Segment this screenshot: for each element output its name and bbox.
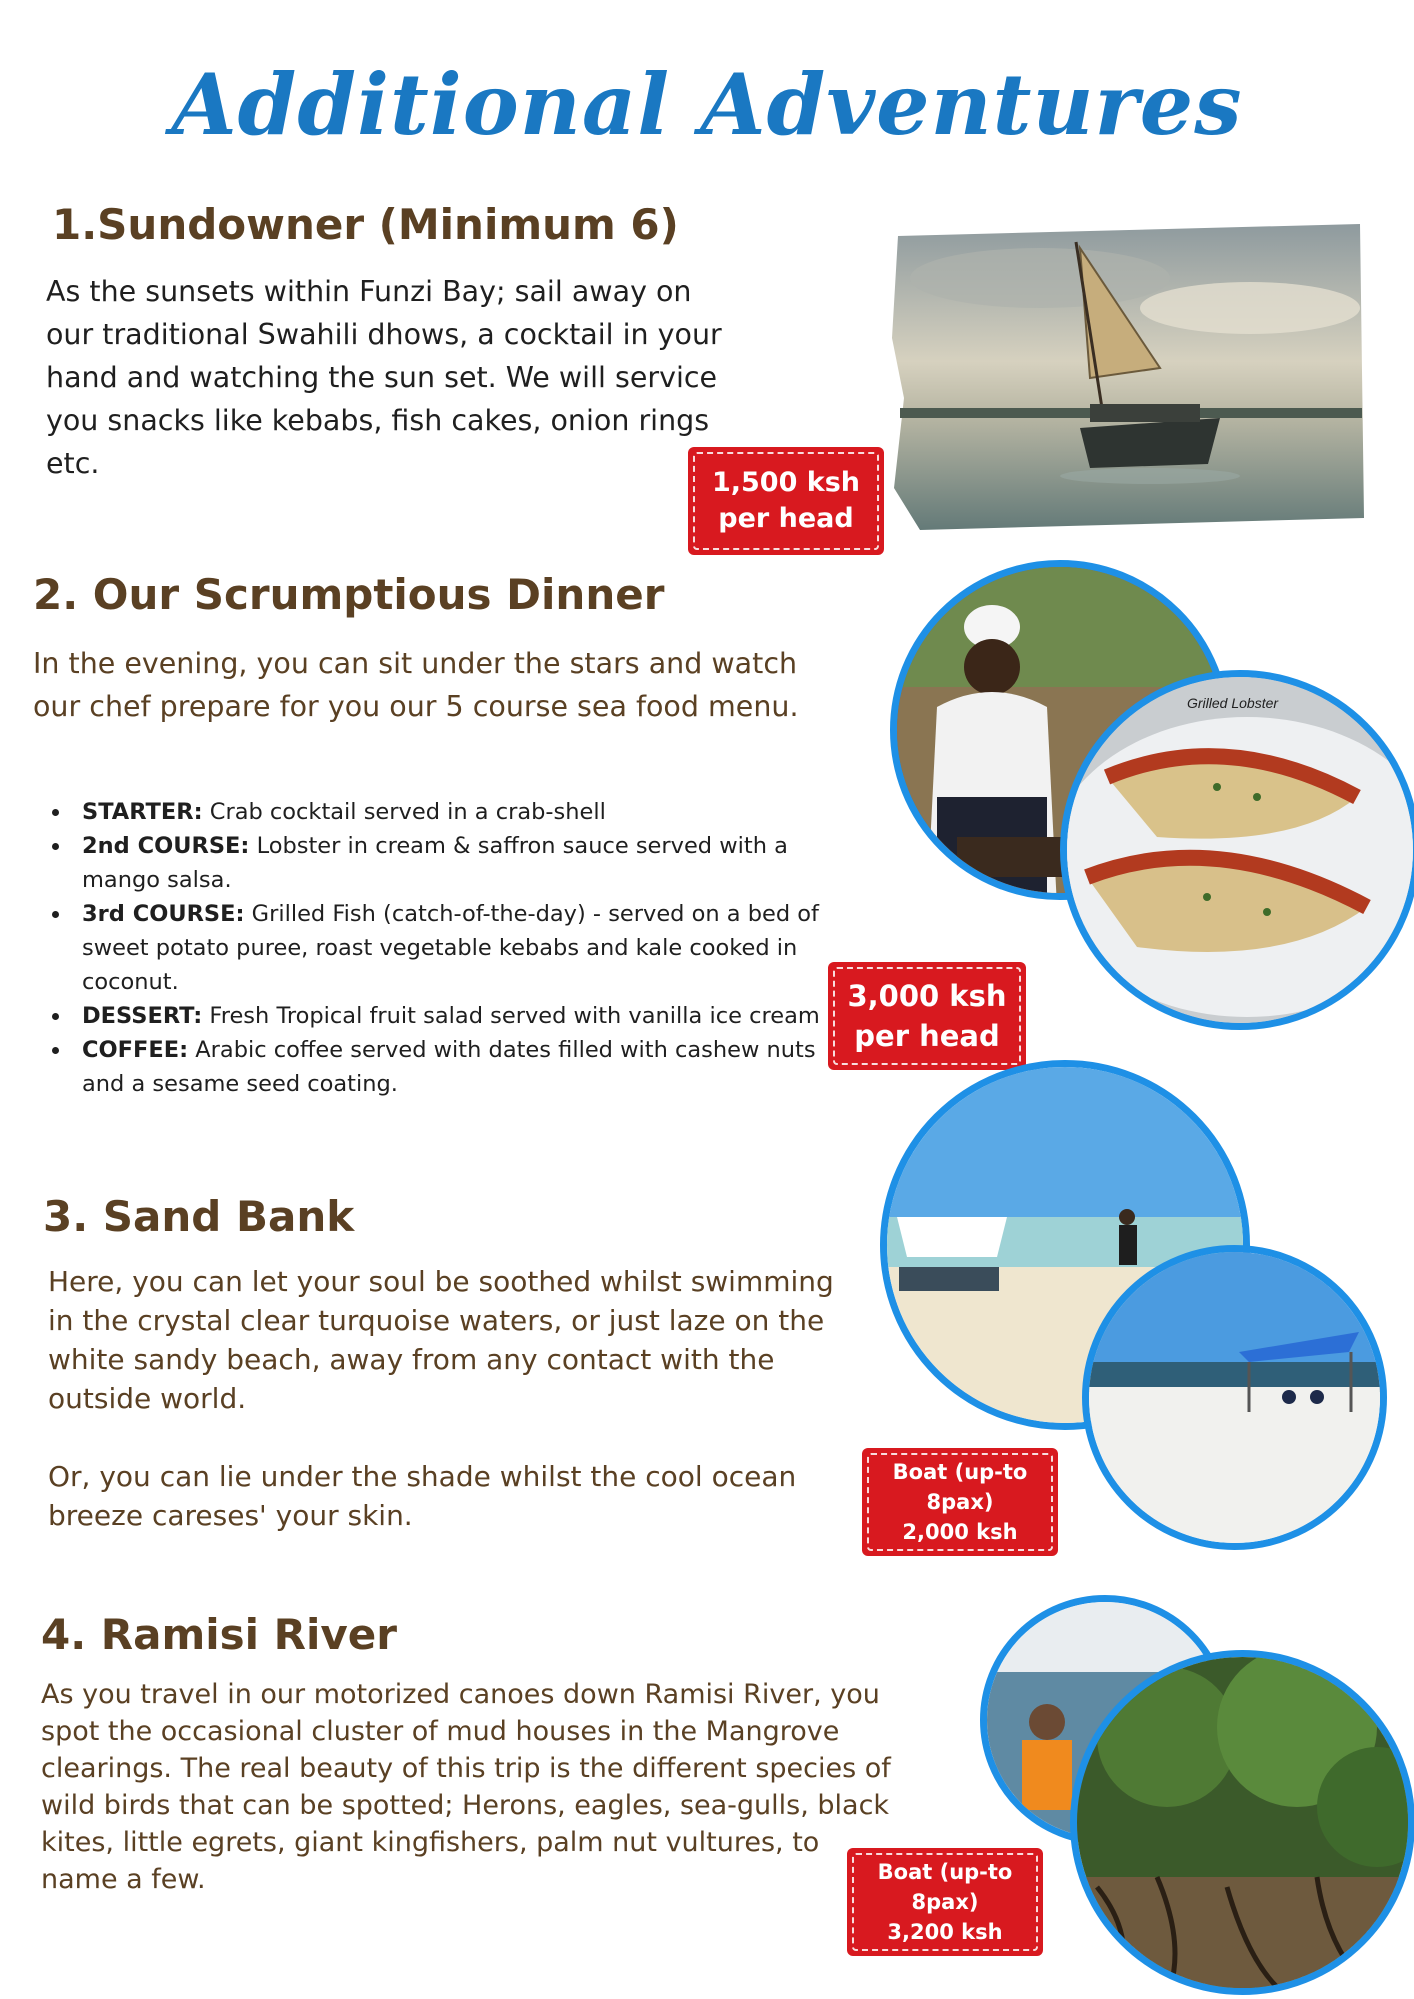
section-body-sand-bank-2: Or, you can lie under the shade whilst the cool ocean breeze careses' your skin. — [48, 1460, 797, 1532]
price-tag-sand-bank: Boat (up-to 8pax) 2,000 ksh — [862, 1448, 1058, 1556]
page-title: Additional Adventures — [171, 55, 1243, 154]
section-heading-ramisi-river: 4. Ramisi River — [41, 1610, 397, 1659]
section-heading-sand-bank: 3. Sand Bank — [43, 1192, 355, 1241]
menu-item: • 2nd COURSE: Lobster in cream & saffron sauce served with a mango salsa. — [72, 829, 862, 897]
price-tag-ramisi-river: Boat (up-to 8pax) 3,200 ksh — [847, 1848, 1043, 1956]
sand-bank-shade-photo — [1082, 1245, 1387, 1550]
section-body-sand-bank: Here, you can let your soul be soothed whilst swimming in the crystal clear turquoise waters, or just laze on the white sandy beach, away from any contact with the outside world. — [48, 1265, 834, 1415]
price-tag-dinner: 3,000 ksh per head — [828, 962, 1026, 1070]
grilled-lobster-photo — [1060, 670, 1414, 1030]
section-heading-sundowner: 1.Sundowner (Minimum 6) — [52, 200, 679, 249]
dinner-menu-list — [40, 795, 862, 1101]
dhow-sunset-photo — [890, 218, 1368, 536]
mangrove-photo — [1070, 1650, 1414, 1995]
photo-caption: Grilled Lobster — [1187, 695, 1279, 711]
menu-item: • DESSERT: Fresh Tropical fruit salad served with vanilla ice cream — [72, 999, 862, 1033]
menu-item: • STARTER: Crab cocktail served in a crab-shell — [72, 795, 862, 829]
menu-item: • 3rd COURSE: Grilled Fish (catch-of-the-day) - served on a bed of sweet potato puree, roast vegetable kebabs and kale cooked in coconut. — [72, 897, 862, 999]
price-tag-sundowner: 1,500 ksh per head — [688, 447, 884, 555]
section-heading-dinner: 2. Our Scrumptious Dinner — [33, 570, 665, 619]
section-body-sundowner: As the sunsets within Funzi Bay; sail away on our traditional Swahili dhows, a cocktail in your hand and watching the sun set. We will service you snacks like kebabs, fish cakes, onion rings etc. — [46, 275, 722, 480]
section-body-dinner: In the evening, you can sit under the stars and watch our chef prepare for you our 5 course sea food menu. — [33, 647, 799, 723]
section-body-ramisi-river: As you travel in our motorized canoes down Ramisi River, you spot the occasional cluster of mud houses in the Mangrove clearings. The real beauty of this trip is the different species of wild birds that can be spotted; Herons, eagles, sea-gulls, black kites, little egrets, giant kingfishers, palm nut vultures, to name a few. — [41, 1679, 891, 1895]
menu-item: • COFFEE: Arabic coffee served with dates filled with cashew nuts and a sesame seed coating. — [72, 1033, 862, 1101]
